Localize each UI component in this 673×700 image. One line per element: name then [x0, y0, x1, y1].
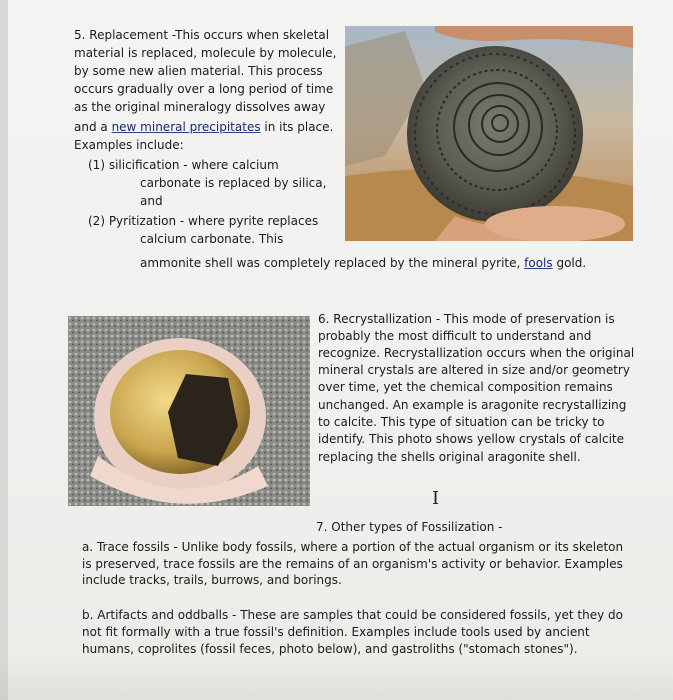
example1-line-3: and: [140, 194, 163, 208]
trace-fossils-line-2: is preserved, trace fossils are the remains of an organism's activity or behavior. Examples: [82, 557, 623, 571]
text-cursor-icon: I: [432, 488, 440, 509]
section6-line-6: unchanged. An example is aragonite recrystallizing: [318, 398, 627, 412]
section6-line-5: over time, yet the chemical composition remains: [318, 380, 613, 394]
line6-before: and a: [74, 120, 112, 134]
ex2-line3-before: ammonite shell was completely replaced by the mineral pyrite,: [140, 256, 525, 270]
section5-line-2: material is replaced, molecule by molecule,: [74, 46, 337, 60]
line6-after: in its place.: [260, 120, 334, 134]
section5-line-1: 5. Replacement -This occurs when skeletal: [74, 28, 330, 42]
ex2-line3-after: gold.: [552, 256, 587, 270]
ammonite-photo: [345, 26, 633, 241]
section7-heading: 7. Other types of Fossilization -: [316, 520, 503, 534]
example1-line-1: (1) silicification - where calcium: [88, 158, 279, 172]
section5-line-4: occurs gradually over a long period of time: [74, 82, 334, 96]
trace-fossils-line-3: include tracks, trails, burrows, and borings.: [82, 573, 342, 587]
ammonite-image: [345, 26, 633, 241]
artifacts-line-1: b. Artifacts and oddballs - These are samples that could be considered fossils, yet they do: [82, 608, 623, 622]
page-bottom-shadow: [0, 660, 673, 700]
section6-line-8: identify. This photo shows yellow crystals of calcite: [318, 432, 625, 446]
artifacts-line-3: humans, coprolites (fossil feces, photo below), and gastroliths ("stomach stones").: [82, 642, 578, 656]
example2-line-2: calcium carbonate. This: [140, 232, 284, 246]
fools-link[interactable]: fools: [524, 256, 553, 270]
example2-line-1: (2) Pyritization - where pyrite replaces: [88, 214, 319, 228]
section5-line-6: [74, 118, 333, 136]
section6-line-9: replacing the shells original aragonite shell.: [318, 450, 581, 464]
section6-line-4: mineral crystals are altered in size and/or geometry: [318, 363, 630, 377]
example1-line-2: carbonate is replaced by silica,: [140, 176, 327, 190]
section6-line-2: probably the most difficult to understand and: [318, 329, 592, 343]
new-mineral-precipitates-link[interactable]: new mineral precipitates: [111, 120, 261, 134]
section6-line-3: recognize. Recrystallization occurs when the original: [318, 346, 635, 360]
section5-line-3: by some new alien material. This process: [74, 64, 323, 78]
recrystallization-photo: [68, 316, 310, 506]
calcite-shell-image: [68, 316, 310, 506]
section5-line-5: as the original mineralogy dissolves away: [74, 100, 326, 114]
trace-fossils-line-1: a. Trace fossils - Unlike body fossils, where a portion of the actual organism or its skeleton: [82, 540, 624, 554]
artifacts-line-2: not fit formally with a true fossil's definition. Examples include tools used by ancient: [82, 625, 590, 639]
examples-label: Examples include:: [74, 138, 184, 152]
section6-line-7: to calcite. This type of situation can be tricky to: [318, 415, 605, 429]
example2-line-3: [140, 254, 586, 272]
section6-line-1: 6. Recrystallization - This mode of preservation is: [318, 312, 615, 326]
